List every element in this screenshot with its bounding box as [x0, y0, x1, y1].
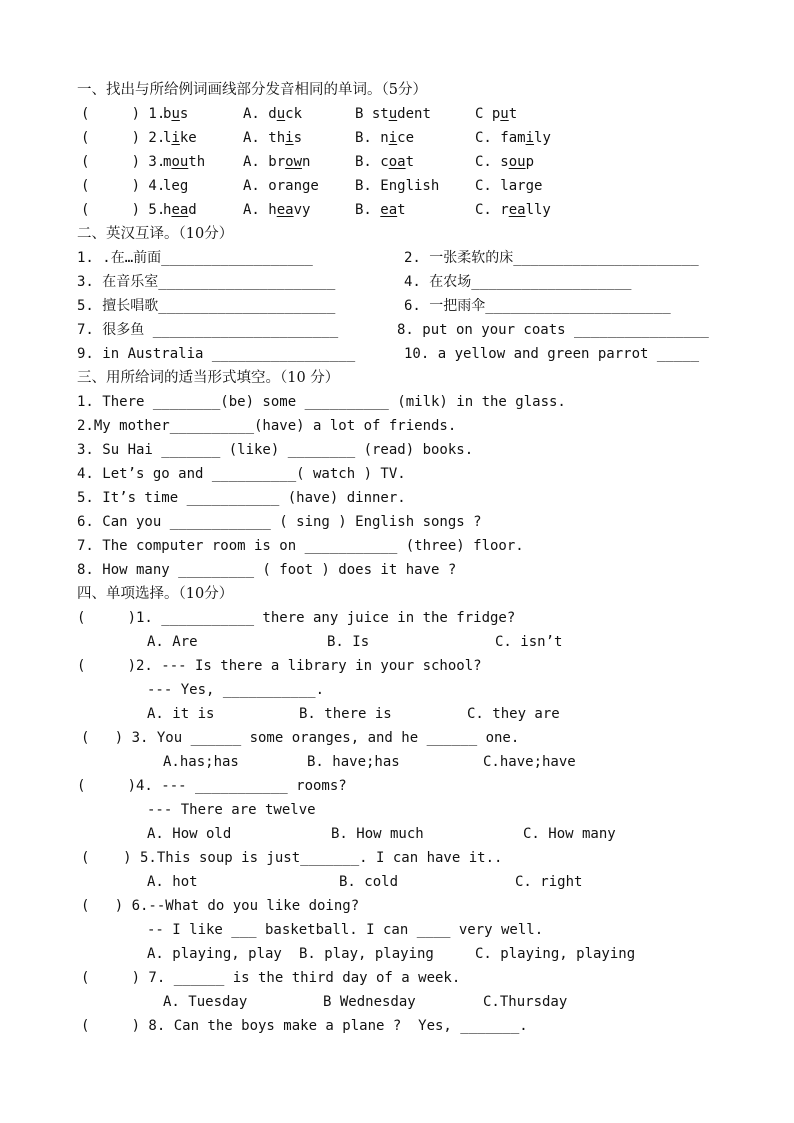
- mc-question-3: ( ) 3. You ______ some oranges, and he ______ one.: [81, 730, 520, 746]
- fill-item-3: 3. Su Hai _______ (like) ________ (read) books.: [77, 442, 474, 458]
- underlined-letters: ea: [171, 202, 189, 218]
- underlined-letters: u: [276, 106, 286, 122]
- mc-question-2: ( )2. --- Is there a library in your school?: [77, 658, 482, 674]
- phonics-row-5-example-word: [163, 200, 197, 220]
- mc-1-option-c: C. isn’t: [495, 634, 563, 650]
- underlined-letters: u: [388, 106, 398, 122]
- phonics-row-4-option-c: [475, 176, 542, 196]
- underlined-letters: ea: [508, 202, 526, 218]
- phonics-row-5-answer-blank: ( ) 5.: [81, 202, 166, 218]
- mc-5-option-c: C. right: [515, 874, 583, 890]
- word-part: C. large: [475, 178, 543, 194]
- phonics-row-2-option-a: [243, 128, 302, 148]
- fill-item-6: 6. Can you ____________ ( sing ) English songs ?: [77, 514, 482, 530]
- section-3-title: 三、用所给词的适当形式填空。（10 分）: [77, 370, 340, 386]
- mc-question-1: ( )1. ___________ there any juice in the fridge?: [77, 610, 516, 626]
- word-part: t: [405, 154, 415, 170]
- mc-question-5: ( ) 5.This soup is just_______. I can have it..: [81, 850, 503, 866]
- phonics-row-5-option-c: [475, 200, 551, 220]
- mc-5-option-a: A. hot: [147, 874, 198, 890]
- word-part: vy: [293, 202, 311, 218]
- fill-item-7: 7. The computer room is on ___________ (three) floor.: [77, 538, 524, 554]
- fill-item-1: 1. There ________(be) some __________ (milk) in the glass.: [77, 394, 566, 410]
- mc-4-option-b: B. How much: [331, 826, 424, 842]
- translate-item-3: 3. 在音乐室_____________________: [77, 274, 336, 290]
- underlined-letters: i: [525, 130, 535, 146]
- word-part: t: [397, 202, 406, 218]
- word-part: B. c: [355, 154, 389, 170]
- phonics-row-3-option-b: [355, 152, 414, 172]
- phonics-row-1-option-c: [475, 104, 517, 124]
- fill-item-4: 4. Let’s go and __________( watch ) TV.: [77, 466, 406, 482]
- word-part: d: [188, 202, 197, 218]
- mc-2-option-a: A. it is: [147, 706, 215, 722]
- phonics-row-1-example-word: [163, 104, 188, 124]
- word-part: b: [163, 106, 172, 122]
- word-part: B st: [355, 106, 389, 122]
- word-part: ke: [179, 130, 197, 146]
- underlined-letters: i: [171, 130, 180, 146]
- phonics-row-4-answer-blank: ( ) 4.: [81, 178, 166, 194]
- underlined-letters: ow: [285, 154, 303, 170]
- word-part: t: [508, 106, 518, 122]
- phonics-row-4-option-b: [355, 176, 439, 196]
- mc-question-6-line2: -- I like ___ basketball. I can ____ very well.: [147, 922, 544, 938]
- phonics-row-5-option-b: [355, 200, 406, 220]
- word-part: n: [302, 154, 311, 170]
- mc-3-option-a: A.has;has: [163, 754, 239, 770]
- translate-item-5: 5. 擅长唱歌_____________________: [77, 298, 336, 314]
- word-part: ly: [534, 130, 551, 146]
- mc-question-2-reply: --- Yes, ___________.: [147, 682, 325, 698]
- underlined-letters: ea: [276, 202, 294, 218]
- translate-item-6: 6. 一把雨伞______________________: [404, 298, 671, 314]
- underlined-letters: u: [500, 106, 509, 122]
- mc-question-6: ( ) 6.--What do you like doing?: [81, 898, 360, 914]
- translate-item-7: 7. 很多鱼 ______________________: [77, 322, 339, 338]
- mc-7-option-c: C.Thursday: [483, 994, 568, 1010]
- word-part: A. br: [243, 154, 286, 170]
- word-part: A. h: [243, 202, 277, 218]
- mc-question-4: ( )4. --- ___________ rooms?: [77, 778, 347, 794]
- underlined-letters: u: [171, 106, 180, 122]
- mc-1-option-a: A. Are: [147, 634, 198, 650]
- mc-6-option-c: C. playing, playing: [475, 946, 636, 962]
- phonics-row-1-answer-blank: ( ) 1.: [81, 106, 166, 122]
- phonics-row-2-answer-blank: ( ) 2.: [81, 130, 166, 146]
- mc-question-7: ( ) 7. ______ is the third day of a week.: [81, 970, 461, 986]
- word-part: B. English: [355, 178, 440, 194]
- word-part: B.: [355, 202, 381, 218]
- word-part: dent: [397, 106, 431, 122]
- mc-2-option-c: C. they are: [467, 706, 560, 722]
- underlined-letters: ea: [380, 202, 398, 218]
- underlined-letters: i: [388, 130, 398, 146]
- word-part: C. fam: [475, 130, 526, 146]
- mc-3-option-c: C.have;have: [483, 754, 576, 770]
- phonics-row-4-option-a: [243, 176, 319, 196]
- underlined-letters: ou: [508, 154, 526, 170]
- phonics-row-3-answer-blank: ( ) 3.: [81, 154, 166, 170]
- translate-item-10: 10. a yellow and green parrot _____: [404, 346, 700, 362]
- word-part: p: [525, 154, 535, 170]
- phonics-row-1-option-a: [243, 104, 302, 124]
- fill-item-2: 2.My mother__________(have) a lot of friends.: [77, 418, 457, 434]
- mc-3-option-b: B. have;has: [307, 754, 400, 770]
- phonics-row-3-example-word: [163, 152, 205, 172]
- phonics-row-2-example-word: [163, 128, 197, 148]
- phonics-row-2-option-c: [475, 128, 551, 148]
- translate-item-1: 1. .在…前面__________________: [77, 250, 313, 266]
- mc-6-option-b: B. play, playing: [299, 946, 434, 962]
- word-part: th: [188, 154, 206, 170]
- translate-item-4: 4. 在农场___________________: [404, 274, 632, 290]
- translate-item-8: 8. put on your coats ________________: [397, 322, 709, 338]
- section-4-title: 四、单项选择。（10分）: [77, 586, 234, 602]
- underlined-letters: ou: [171, 154, 189, 170]
- word-part: ck: [285, 106, 303, 122]
- fill-item-5: 5. It’s time ___________ (have) dinner.: [77, 490, 406, 506]
- mc-7-option-b: B Wednesday: [323, 994, 416, 1010]
- underlined-letters: oa: [388, 154, 406, 170]
- mc-7-option-a: A. Tuesday: [163, 994, 248, 1010]
- word-part: B. n: [355, 130, 389, 146]
- word-part: A. th: [243, 130, 286, 146]
- mc-question-8: ( ) 8. Can the boys make a plane ? Yes, _______.: [81, 1018, 528, 1034]
- underlined-letters: i: [285, 130, 294, 146]
- word-part: leg: [163, 178, 189, 194]
- word-part: A. orange: [243, 178, 319, 194]
- phonics-row-3-option-a: [243, 152, 310, 172]
- translate-item-2: 2. 一张柔软的床______________________: [404, 250, 699, 266]
- mc-6-option-a: A. playing, play: [147, 946, 282, 962]
- word-part: C. r: [475, 202, 509, 218]
- phonics-row-5-option-a: [243, 200, 310, 220]
- mc-4-option-c: C. How many: [523, 826, 616, 842]
- word-part: m: [163, 154, 172, 170]
- word-part: s: [179, 106, 189, 122]
- mc-1-option-b: B. Is: [327, 634, 370, 650]
- word-part: l: [163, 130, 172, 146]
- word-part: C. s: [475, 154, 509, 170]
- translate-item-9: 9. in Australia _________________: [77, 346, 356, 362]
- mc-5-option-b: B. cold: [339, 874, 399, 890]
- word-part: h: [163, 202, 172, 218]
- phonics-row-4-example-word: [163, 176, 188, 196]
- phonics-row-3-option-c: [475, 152, 534, 172]
- section-1-title: 一、找出与所给例词画线部分发音相同的单词。（5分）: [77, 82, 427, 98]
- mc-2-option-b: B. there is: [299, 706, 392, 722]
- phonics-row-2-option-b: [355, 128, 414, 148]
- fill-item-8: 8. How many _________ ( foot ) does it have ?: [77, 562, 457, 578]
- word-part: C p: [475, 106, 501, 122]
- mc-4-option-a: A. How old: [147, 826, 232, 842]
- word-part: ce: [397, 130, 415, 146]
- word-part: lly: [525, 202, 551, 218]
- phonics-row-1-option-b: [355, 104, 431, 124]
- section-2-title: 二、英汉互译。（10分）: [77, 226, 234, 242]
- word-part: A. d: [243, 106, 277, 122]
- word-part: s: [293, 130, 303, 146]
- mc-question-4-reply: --- There are twelve: [147, 802, 316, 818]
